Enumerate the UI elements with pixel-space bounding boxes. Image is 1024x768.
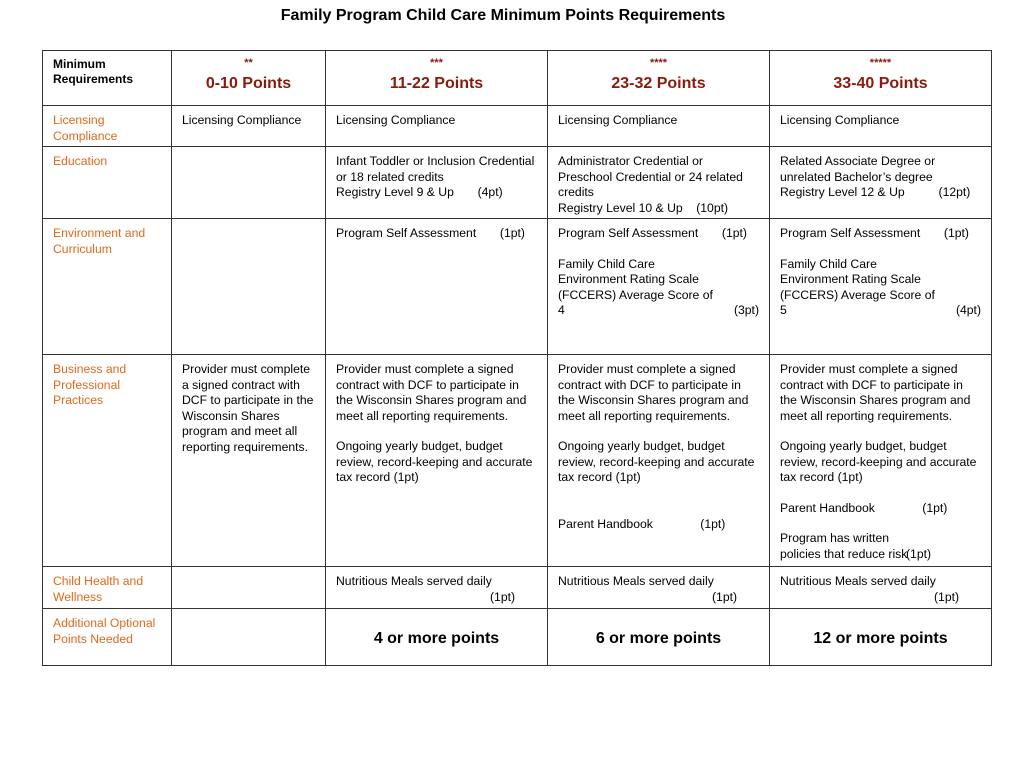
level-stars: *** [430, 57, 443, 69]
page-title: Family Program Child Care Minimum Points Requirements [280, 7, 726, 24]
budget-text: Ongoing yearly budget, budget review, record-keeping and accurate tax record (1pt) [558, 439, 755, 484]
contract-text: Provider must complete a signed contract with DCF to participate in the Wisconsin Shares program and meet all reporting requirements. [336, 362, 527, 423]
points-value: (4pt) [955, 303, 981, 317]
points-value: (1pt) [712, 589, 738, 604]
table-cell [326, 219, 547, 242]
contract-text: Provider must complete a signed contract with DCF to participate in the Wisconsin Shares program and meet all reporting requirements. [780, 362, 971, 423]
level-points: 33-40 Points [833, 75, 928, 92]
fccers-text: Family Child Care Environment Rating Scale (FCCERS) Average Score of 5 [780, 256, 935, 317]
points-value: (1pt) [906, 546, 932, 561]
points-value: (1pt) [490, 589, 516, 604]
contract-text: Provider must complete a signed contract with DCF to participate in the Wisconsin Shares program and meet all reporting requirements. [558, 362, 749, 423]
self-assessment-text: Program Self Assessment [780, 226, 921, 240]
points-value: (1pt) [721, 226, 747, 240]
row-label-education: Education [53, 154, 108, 168]
registry-level [336, 185, 537, 201]
points-value: (1pt) [499, 226, 525, 240]
table-cell [548, 219, 769, 319]
points-value: (1pt) [943, 226, 969, 240]
points-value: (1pt) [922, 500, 948, 515]
self-assessment-text: Program Self Assessment [336, 226, 477, 240]
registry-level-text: Registry Level 10 & Up [558, 200, 683, 215]
table-cell [770, 567, 991, 605]
budget-text: Ongoing yearly budget, budget review, record-keeping and accurate tax record (1pt) [336, 439, 533, 484]
meals-text: Nutritious Meals served daily [336, 574, 492, 588]
table-row-business [43, 355, 992, 567]
additional-points: 4 or more points [373, 630, 500, 647]
table-row-health [43, 567, 992, 609]
meals-text: Nutritious Meals served daily [780, 574, 936, 588]
table-cell [326, 567, 547, 605]
self-assessment-text: Program Self Assessment [558, 226, 699, 240]
corner-header-cell [43, 51, 172, 106]
requirements-table [42, 50, 992, 666]
table-cell: Licensing Compliance [182, 113, 302, 127]
table-cell-empty [172, 219, 325, 226]
table-cell-empty [172, 567, 325, 574]
self-assessment-line [780, 226, 981, 242]
table-cell: Licensing Compliance [780, 113, 900, 127]
points-value: (10pt) [696, 200, 729, 215]
level-stars: **** [649, 57, 668, 69]
registry-level [780, 185, 981, 201]
level-points: 0-10 Points [205, 75, 292, 92]
registry-level [558, 201, 759, 217]
self-assessment-line [558, 226, 759, 242]
level-header-2-star [172, 51, 326, 106]
level-stars: ***** [869, 57, 892, 69]
table-cell: Provider must complete a signed contract with DCF to participate in the Wisconsin Shares program and meet all reporting requirements. [182, 362, 314, 454]
corner-header: Minimum Requirements [53, 57, 134, 86]
points-value: (1pt) [934, 589, 960, 604]
table-cell [770, 355, 991, 562]
additional-points: 12 or more points [813, 630, 948, 647]
row-label-additional: Additional Optional Points Needed [53, 616, 156, 646]
additional-points: 6 or more points [595, 630, 722, 647]
level-header-3-star [326, 51, 548, 106]
points-value: (1pt) [700, 516, 726, 531]
table-row-additional [43, 609, 992, 666]
level-points: 23-32 Points [611, 75, 706, 92]
level-header-4-star [548, 51, 770, 106]
meals-text: Nutritious Meals served daily [558, 574, 714, 588]
self-assessment-line [336, 226, 537, 242]
table-row-environment [43, 219, 992, 355]
table-cell-empty [172, 609, 325, 616]
education-requirement: Administrator Credential or Preschool Credential or 24 related credits [558, 154, 743, 199]
registry-level-text: Registry Level 12 & Up [780, 185, 905, 199]
table-header-row [43, 51, 992, 106]
row-label-environment: Environment and Curriculum [53, 226, 146, 256]
level-stars: ** [244, 57, 253, 69]
table-cell [548, 567, 769, 605]
row-label-licensing: Licensing Compliance [53, 113, 118, 143]
table-cell [548, 355, 769, 532]
table-cell: Licensing Compliance [336, 113, 456, 127]
points-value: (3pt) [733, 303, 759, 317]
budget-text: Ongoing yearly budget, budget review, record-keeping and accurate tax record (1pt) [780, 439, 977, 484]
policies-line [780, 531, 981, 562]
table-cell [770, 147, 991, 201]
table-cell [770, 219, 991, 319]
points-value: (4pt) [477, 185, 503, 199]
fccers-line [558, 257, 759, 319]
policies-text: Program has written policies that reduce risk [780, 531, 908, 561]
table-row-licensing [43, 106, 992, 147]
education-requirement: Infant Toddler or Inclusion Credential or 18 related credits [336, 154, 535, 184]
fccers-text: Family Child Care Environment Rating Scale (FCCERS) Average Score of 4 [558, 256, 713, 317]
level-header-5-star [770, 51, 992, 106]
fccers-line [780, 257, 981, 319]
table-cell [326, 147, 547, 201]
points-value: (12pt) [938, 185, 971, 199]
table-row-education [43, 147, 992, 219]
table-cell [548, 147, 769, 216]
handbook-text: Parent Handbook [558, 516, 653, 531]
table-cell-empty [172, 147, 325, 154]
handbook-line [558, 517, 759, 533]
row-label-health: Child Health and Wellness [53, 574, 144, 604]
table-cell: Licensing Compliance [558, 113, 678, 127]
handbook-text: Parent Handbook [780, 500, 875, 515]
education-requirement: Related Associate Degree or unrelated Bachelor’s degree [780, 154, 936, 184]
row-label-business: Business and Professional Practices [53, 362, 127, 407]
table-cell [326, 355, 547, 486]
handbook-line [780, 501, 981, 517]
registry-level-text: Registry Level 9 & Up [336, 185, 454, 199]
level-points: 11-22 Points [389, 75, 484, 92]
